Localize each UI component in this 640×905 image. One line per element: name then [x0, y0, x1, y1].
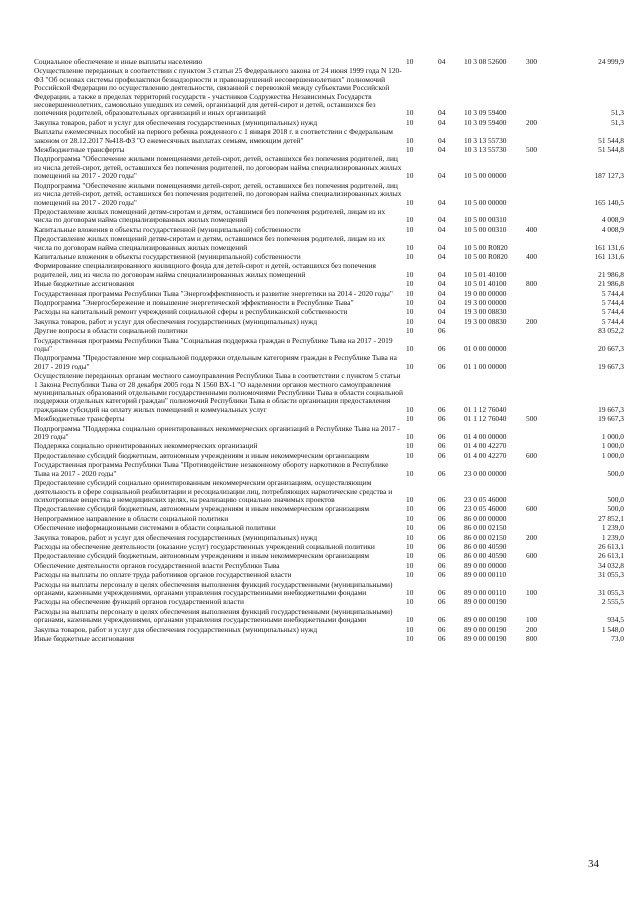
row-name: Капитальные вложения в объекты государственной (муниципальной) собственности [34, 251, 301, 261]
row-name: Подпрограмма "Обеспечение жилыми помещениями детей-сирот, детей, оставшихся без попечения родителей, лиц из числа детей-сирот, детей, оставшихся без попечения родителей, по договорам найма специализированных жилых помещений на 2017 - 2020 годы" [34, 180, 402, 207]
row-expense-type: 500 [526, 414, 538, 424]
table-row [34, 354, 624, 371]
row-section-code: 10 [406, 117, 414, 127]
row-amount: 73,0 [611, 634, 624, 643]
row-amount: 27 852,1 [598, 513, 624, 523]
row-name: Поддержка социально ориентированных некоммерческих организаций [34, 441, 258, 451]
row-amount: 165 140,5 [594, 197, 624, 207]
row-subsection-code: 04 [438, 135, 446, 145]
row-section-code: 10 [406, 468, 414, 478]
row-name: Осуществление переданных в соответствии с пунктом 3 статьи 25 Федерального закона от 24 июня 1999 года N 120-ФЗ "Об основах системы профилактики безнадзорности и правонарушений несовершеннолетних" полномочий Российской Федерации по осуществлению деятельности, связанной с перевозкой между субъектами Российской Федерации, а также в пределах территорий государств - участников Содружества Независимых Государств несовершеннолетних, самовольно ушедших из семей, организаций для детей-сирот и детей, оставшихся без попечения родителей, образовательных организаций и иных организаций [34, 66, 402, 118]
row-target-article: 10 5 00 00310 [464, 224, 507, 234]
row-amount: 51,3 [611, 108, 624, 118]
row-amount: 1 239,0 [601, 532, 624, 542]
row-subsection-code: 06 [438, 344, 446, 353]
row-target-article: 01 4 00 00000 [464, 432, 507, 442]
table-row [34, 415, 624, 423]
row-section-code: 10 [406, 307, 414, 317]
row-subsection-code: 06 [438, 468, 446, 478]
row-section-code: 10 [406, 297, 414, 307]
row-name: Расходы на обеспечение функций органов государственной власти [34, 597, 244, 607]
row-target-article: 01 0 00 00000 [464, 344, 507, 353]
row-section-code: 10 [406, 215, 414, 225]
row-name: Иные бюджетные ассигнования [34, 279, 135, 289]
row-subsection-code: 04 [438, 251, 446, 261]
table-row [34, 290, 624, 298]
row-section-code: 10 [406, 316, 414, 326]
row-subsection-code: 06 [438, 597, 446, 607]
row-name: Закупка товаров, работ и услуг для обеспечения государственных (муниципальных) нужд [34, 316, 318, 326]
row-section-code: 10 [406, 597, 414, 607]
row-target-article: 10 3 09 59400 [464, 108, 507, 118]
row-target-article: 10 5 00 00000 [464, 171, 507, 181]
row-amount: 1 239,0 [601, 523, 624, 533]
row-section-code: 10 [406, 326, 414, 336]
page-number: 34 [588, 858, 599, 870]
row-amount: 31 055,3 [598, 587, 624, 597]
row-name: Закупка товаров, работ и услуг для обеспечения государственных (муниципальных) нужд [34, 532, 318, 542]
row-target-article: 89 0 00 00110 [464, 587, 507, 597]
table-row [34, 280, 624, 288]
table-row [34, 119, 624, 127]
row-expense-type: 600 [526, 551, 538, 561]
table-row [34, 372, 624, 414]
row-amount: 51 544,8 [598, 145, 624, 155]
row-expense-type: 800 [526, 279, 538, 289]
table-row [34, 479, 624, 504]
row-subsection-code: 04 [438, 288, 446, 298]
row-expense-type: 200 [526, 624, 538, 634]
row-subsection-code: 04 [438, 307, 446, 317]
row-subsection-code: 06 [438, 361, 446, 371]
row-expense-type: 600 [526, 504, 538, 514]
row-target-article: 10 5 01 40100 [464, 269, 507, 279]
row-subsection-code: 06 [438, 570, 446, 580]
row-name: Государственная программа Республики Тыва "Противодействие незаконному обороту наркотиков в Республике Тыва на 2017 - 2020 годы" [34, 460, 389, 478]
row-section-code: 10 [406, 135, 414, 145]
row-expense-type: 600 [526, 450, 538, 460]
row-section-code: 10 [406, 541, 414, 551]
row-name: Осуществление переданных органам местного самоуправления Республики Тыва в соответствии с пунктом 5 статьи 1 Закона Республики Тыва от 28 декабря 2005 года N 1560 ВХ-1 "О наделении органов местного самоуправления муниципальных образований отдельными государственными полномочиями Республики Тыва в области социальной поддержки отдельных категорий граждан" полномочий Республики Тыва в области организации предоставления гражданам субсидий на оплату жилых помещений и коммунальных услуг [34, 371, 403, 414]
row-name: Закупка товаров, работ и услуг для обеспечения государственных (муниципальных) нужд [34, 624, 318, 634]
row-name: Непрограммное направление в области социальной политики [34, 513, 229, 523]
row-name: Расходы на обеспечение деятельности (оказание услуг) государственных учреждений социальной политики [34, 541, 375, 551]
row-section-code: 10 [406, 504, 414, 514]
row-amount: 51 544,8 [598, 135, 624, 145]
row-target-article: 86 0 00 40590 [464, 551, 507, 561]
table-row [34, 608, 624, 625]
row-name: Расходы на выплаты по оплате труда работников органов государственной власти [34, 570, 292, 580]
row-section-code: 10 [406, 450, 414, 460]
row-target-article: 01 1 00 00000 [464, 361, 507, 371]
row-name: Предоставление субсидий бюджетным, автономным учреждениям и иным некоммерческим организациям [34, 551, 370, 561]
row-expense-type: 400 [526, 224, 538, 234]
table-row [34, 146, 624, 154]
row-expense-type: 800 [526, 634, 538, 643]
row-target-article: 01 4 00 42270 [464, 450, 507, 460]
row-target-article: 10 3 13 55730 [464, 135, 507, 145]
row-section-code: 10 [406, 279, 414, 289]
table-row [34, 308, 624, 316]
row-subsection-code: 04 [438, 117, 446, 127]
row-name: Обеспечение деятельности органов государственной власти Республики Тыва [34, 560, 280, 570]
row-target-article: 89 0 00 00190 [464, 615, 507, 625]
table-row [34, 581, 624, 598]
row-amount: 26 613,1 [598, 541, 624, 551]
row-section-code: 10 [406, 197, 414, 207]
row-section-code: 10 [406, 432, 414, 442]
row-name: Выплаты ежемесячных пособий на первого ребенка рожденного с 1 января 2018 г. в соответствии с Федеральным законом от 28.12.2017 №418-ФЗ "О ежемесячных выплатах семьям, имеющим детей" [34, 127, 393, 145]
row-name: Другие вопросы в области социальной политики [34, 326, 188, 336]
table-row [34, 452, 624, 460]
row-amount: 161 131,6 [594, 251, 624, 261]
row-target-article: 23 0 00 00000 [464, 468, 507, 478]
table-row [34, 635, 624, 643]
table-row [34, 253, 624, 261]
row-expense-type: 500 [526, 145, 538, 155]
table-row [34, 598, 624, 606]
table-row [34, 327, 624, 335]
row-section-code: 10 [406, 560, 414, 570]
row-section-code: 10 [406, 551, 414, 561]
row-expense-type: 200 [526, 316, 538, 326]
row-amount: 187 127,3 [594, 171, 624, 181]
row-subsection-code: 06 [438, 432, 446, 442]
row-amount: 4 008,9 [601, 215, 624, 225]
row-expense-type: 100 [526, 587, 538, 597]
row-amount: 5 744,4 [601, 288, 624, 298]
row-subsection-code: 06 [438, 634, 446, 643]
row-target-article: 86 0 00 02150 [464, 532, 507, 542]
row-target-article: 89 0 00 00190 [464, 624, 507, 634]
row-amount: 161 131,6 [594, 242, 624, 252]
row-name: Подпрограмма "Предоставление мер социальной поддержки отдельным категориям граждан в Республике Тыва на 2017 - 2019 годы" [34, 353, 397, 371]
row-section-code: 10 [406, 57, 414, 66]
row-amount: 34 032,8 [598, 560, 624, 570]
row-section-code: 10 [406, 634, 414, 643]
row-section-code: 10 [406, 344, 414, 353]
table-row [34, 562, 624, 570]
row-amount: 1 000,0 [601, 432, 624, 442]
row-subsection-code: 04 [438, 57, 446, 66]
row-amount: 83 052,2 [598, 326, 624, 336]
table-row [34, 442, 624, 450]
row-subsection-code: 06 [438, 615, 446, 625]
row-expense-type: 100 [526, 615, 538, 625]
row-amount: 500,0 [607, 468, 624, 478]
row-section-code: 10 [406, 242, 414, 252]
row-subsection-code: 06 [438, 513, 446, 523]
table-row [34, 552, 624, 560]
row-subsection-code: 04 [438, 215, 446, 225]
row-name: Межбюджетные трансферты [34, 145, 125, 155]
table-row [34, 543, 624, 551]
row-name: Социальное обеспечение и иные выплаты населению [34, 57, 203, 66]
row-name: Предоставление жилых помещений детям-сиротам и детям, оставшимся без попечения родителей, лицам из их числа по договорам найма специализированных жилых помещений [34, 206, 386, 225]
row-name: Капитальные вложения в объекты государственной (муниципальной) собственности [34, 224, 301, 234]
row-target-article: 19 3 00 00000 [464, 297, 507, 307]
row-target-article: 19 0 00 00000 [464, 288, 507, 298]
row-subsection-code: 06 [438, 414, 446, 424]
row-amount: 26 613,1 [598, 551, 624, 561]
row-section-code: 10 [406, 171, 414, 181]
row-name: Подпрограмма "Поддержка социально ориентированных некоммерческих организаций в Республике Тыва на 2017 - 2019 годы" [34, 423, 400, 442]
row-target-article: 01 4 00 42270 [464, 441, 507, 451]
row-subsection-code: 06 [438, 523, 446, 533]
row-section-code: 10 [406, 251, 414, 261]
row-amount: 1 000,0 [601, 441, 624, 451]
row-name: Закупка товаров, работ и услуг для обеспечения государственных (муниципальных) нужд [34, 117, 318, 127]
table-row [34, 318, 624, 326]
row-section-code: 10 [406, 108, 414, 118]
row-target-article: 01 1 12 76040 [464, 414, 507, 424]
row-section-code: 10 [406, 441, 414, 451]
table-row [34, 155, 624, 180]
row-amount: 500,0 [607, 504, 624, 514]
budget-table [34, 58, 624, 644]
row-name: Предоставление жилых помещений детям-сиротам и детям, оставшимся без попечения родителей, лицам из их числа по договорам найма специализированных жилых помещений [34, 234, 386, 252]
row-amount: 1 548,0 [601, 624, 624, 634]
row-section-code: 10 [406, 288, 414, 298]
row-name: Предоставление субсидий бюджетным, автономным учреждениям и иным некоммерческим организациям [34, 450, 370, 460]
row-section-code: 10 [406, 587, 414, 597]
row-subsection-code: 04 [438, 171, 446, 181]
row-amount: 31 055,3 [598, 570, 624, 580]
row-subsection-code: 06 [438, 532, 446, 542]
row-amount: 24 999,9 [598, 57, 624, 66]
row-section-code: 10 [406, 404, 414, 414]
row-amount: 5 744,4 [601, 307, 624, 317]
table-row [34, 67, 624, 117]
row-subsection-code: 04 [438, 242, 446, 252]
row-subsection-code: 06 [438, 587, 446, 597]
row-amount: 19 667,3 [598, 414, 624, 424]
row-section-code: 10 [406, 224, 414, 234]
row-subsection-code: 06 [438, 541, 446, 551]
row-subsection-code: 06 [438, 404, 446, 414]
row-section-code: 10 [406, 414, 414, 424]
row-target-article: 10 5 00 R0820 [464, 251, 508, 261]
row-amount: 51,3 [611, 117, 624, 127]
row-target-article: 23 0 05 46000 [464, 494, 507, 504]
row-subsection-code: 04 [438, 316, 446, 326]
row-target-article: 19 3 00 08830 [464, 316, 507, 326]
row-amount: 5 744,4 [601, 297, 624, 307]
row-expense-type: 400 [526, 251, 538, 261]
row-target-article: 01 1 12 76040 [464, 404, 507, 414]
row-name: Расходы на выплаты персоналу в целях обеспечения выполнения функций государственными (муниципальными) органами, казенными учреждениями, органами управления государственными внебюджетными фондами [34, 579, 393, 597]
table-row [34, 534, 624, 542]
row-target-article: 10 5 00 R0820 [464, 242, 508, 252]
row-section-code: 10 [406, 570, 414, 580]
row-target-article: 86 0 00 02150 [464, 523, 507, 533]
row-amount: 500,0 [607, 494, 624, 504]
row-section-code: 10 [406, 361, 414, 371]
table-row [34, 182, 624, 207]
row-target-article: 89 0 00 00190 [464, 597, 507, 607]
row-subsection-code: 06 [438, 624, 446, 634]
row-section-code: 10 [406, 145, 414, 155]
row-amount: 934,5 [607, 615, 624, 625]
row-section-code: 10 [406, 615, 414, 625]
row-name: Формирование специализированного жилищного фонда для детей-сирот и детей, оставшихся без попечения родителей, лиц из числа по договорам найма специализированных жилых помещений [34, 261, 376, 279]
row-subsection-code: 06 [438, 326, 446, 336]
row-target-article: 89 0 00 00000 [464, 560, 507, 570]
row-name: Государственная программа Республики Тыва "Социальная поддержка граждан в Республике Тыва на 2017 - 2019 годы" [34, 335, 393, 353]
row-expense-type: 200 [526, 117, 538, 127]
row-expense-type: 300 [526, 57, 538, 66]
row-amount: 19 667,3 [598, 404, 624, 414]
row-target-article: 89 0 00 00110 [464, 570, 507, 580]
row-name: Межбюджетные трансферты [34, 414, 125, 424]
row-name: Расходы на выплаты персоналу в целях обеспечения выполнения функций государственными (муниципальными) органами, казенными учреждениями, органами управления государственными внебюджетными фондами [34, 606, 393, 625]
row-subsection-code: 04 [438, 297, 446, 307]
table-row [34, 299, 624, 307]
row-subsection-code: 06 [438, 441, 446, 451]
row-target-article: 23 0 05 46000 [464, 504, 507, 514]
row-name: Обеспечение информационными системами в области социальной политики [34, 523, 276, 533]
row-amount: 20 667,3 [598, 344, 624, 353]
row-subsection-code: 06 [438, 551, 446, 561]
row-name: Государственная программа Республики Тыва "Энергоэффективность и развитие энергетики на 2014 - 2020 годы" [34, 288, 393, 298]
row-target-article: 10 5 00 00310 [464, 215, 507, 225]
table-row [34, 524, 624, 532]
row-section-code: 10 [406, 513, 414, 523]
table-row [34, 128, 624, 145]
table-row [34, 571, 624, 579]
row-target-article: 10 3 08 52600 [464, 57, 507, 66]
row-amount: 21 986,8 [598, 269, 624, 279]
row-subsection-code: 04 [438, 269, 446, 279]
row-target-article: 10 3 13 55730 [464, 145, 507, 155]
table-row [34, 505, 624, 513]
row-target-article: 10 3 09 59400 [464, 117, 507, 127]
row-name: Расходы на капитальный ремонт учреждений социальной сферы и республиканской собственности [34, 307, 348, 317]
row-expense-type: 200 [526, 532, 538, 542]
row-section-code: 10 [406, 523, 414, 533]
row-section-code: 10 [406, 269, 414, 279]
row-subsection-code: 04 [438, 279, 446, 289]
row-subsection-code: 06 [438, 494, 446, 504]
row-subsection-code: 04 [438, 108, 446, 118]
table-row [34, 235, 624, 252]
row-subsection-code: 04 [438, 197, 446, 207]
row-amount: 1 000,0 [601, 450, 624, 460]
row-subsection-code: 06 [438, 560, 446, 570]
table-row [34, 461, 624, 478]
row-target-article: 89 0 00 00190 [464, 634, 507, 643]
row-name: Предоставление субсидий социально ориентированным некоммерческим организациям, осуществляющим деятельность в сфере социальной реабилитации и ресоциализации лиц, потребляющих наркотические средства и психотропные вещества в немедицинских целях, на реализацию социально значимых проектов [34, 478, 393, 504]
row-section-code: 10 [406, 532, 414, 542]
table-row [34, 515, 624, 523]
row-name: Предоставление субсидий бюджетным, автономным учреждениям и иным некоммерческим организациям [34, 504, 370, 514]
row-name: Иные бюджетные ассигнования [34, 634, 135, 643]
row-subsection-code: 06 [438, 450, 446, 460]
row-amount: 5 744,4 [601, 316, 624, 326]
table-row [34, 337, 624, 354]
table-row [34, 58, 624, 66]
row-amount: 19 667,3 [598, 361, 624, 371]
row-amount: 21 986,8 [598, 279, 624, 289]
row-name: Подпрограмма "Энергосбережение и повышение энергетической эффективности в Республике Тыва" [34, 297, 354, 307]
row-section-code: 10 [406, 494, 414, 504]
table-row [34, 262, 624, 279]
row-subsection-code: 06 [438, 504, 446, 514]
row-name: Подпрограмма "Обеспечение жилыми помещениями детей-сирот, детей, оставшихся без попечения родителей, лиц из числа детей-сирот, детей, оставшихся без попечения родителей, по договорам найма специализированных жилых помещений на 2017 - 2020 годы" [34, 154, 402, 181]
row-target-article: 10 5 01 40100 [464, 279, 507, 289]
row-target-article: 86 0 00 40590 [464, 541, 507, 551]
row-target-article: 86 0 00 00000 [464, 513, 507, 523]
row-amount: 2 555,5 [601, 597, 624, 607]
table-row [34, 626, 624, 634]
row-subsection-code: 04 [438, 224, 446, 234]
table-row [34, 226, 624, 234]
table-row [34, 208, 624, 225]
row-subsection-code: 04 [438, 145, 446, 155]
table-row [34, 425, 624, 442]
row-section-code: 10 [406, 624, 414, 634]
row-target-article: 19 3 00 08830 [464, 307, 507, 317]
row-amount: 4 008,9 [601, 224, 624, 234]
row-target-article: 10 5 00 00000 [464, 197, 507, 207]
